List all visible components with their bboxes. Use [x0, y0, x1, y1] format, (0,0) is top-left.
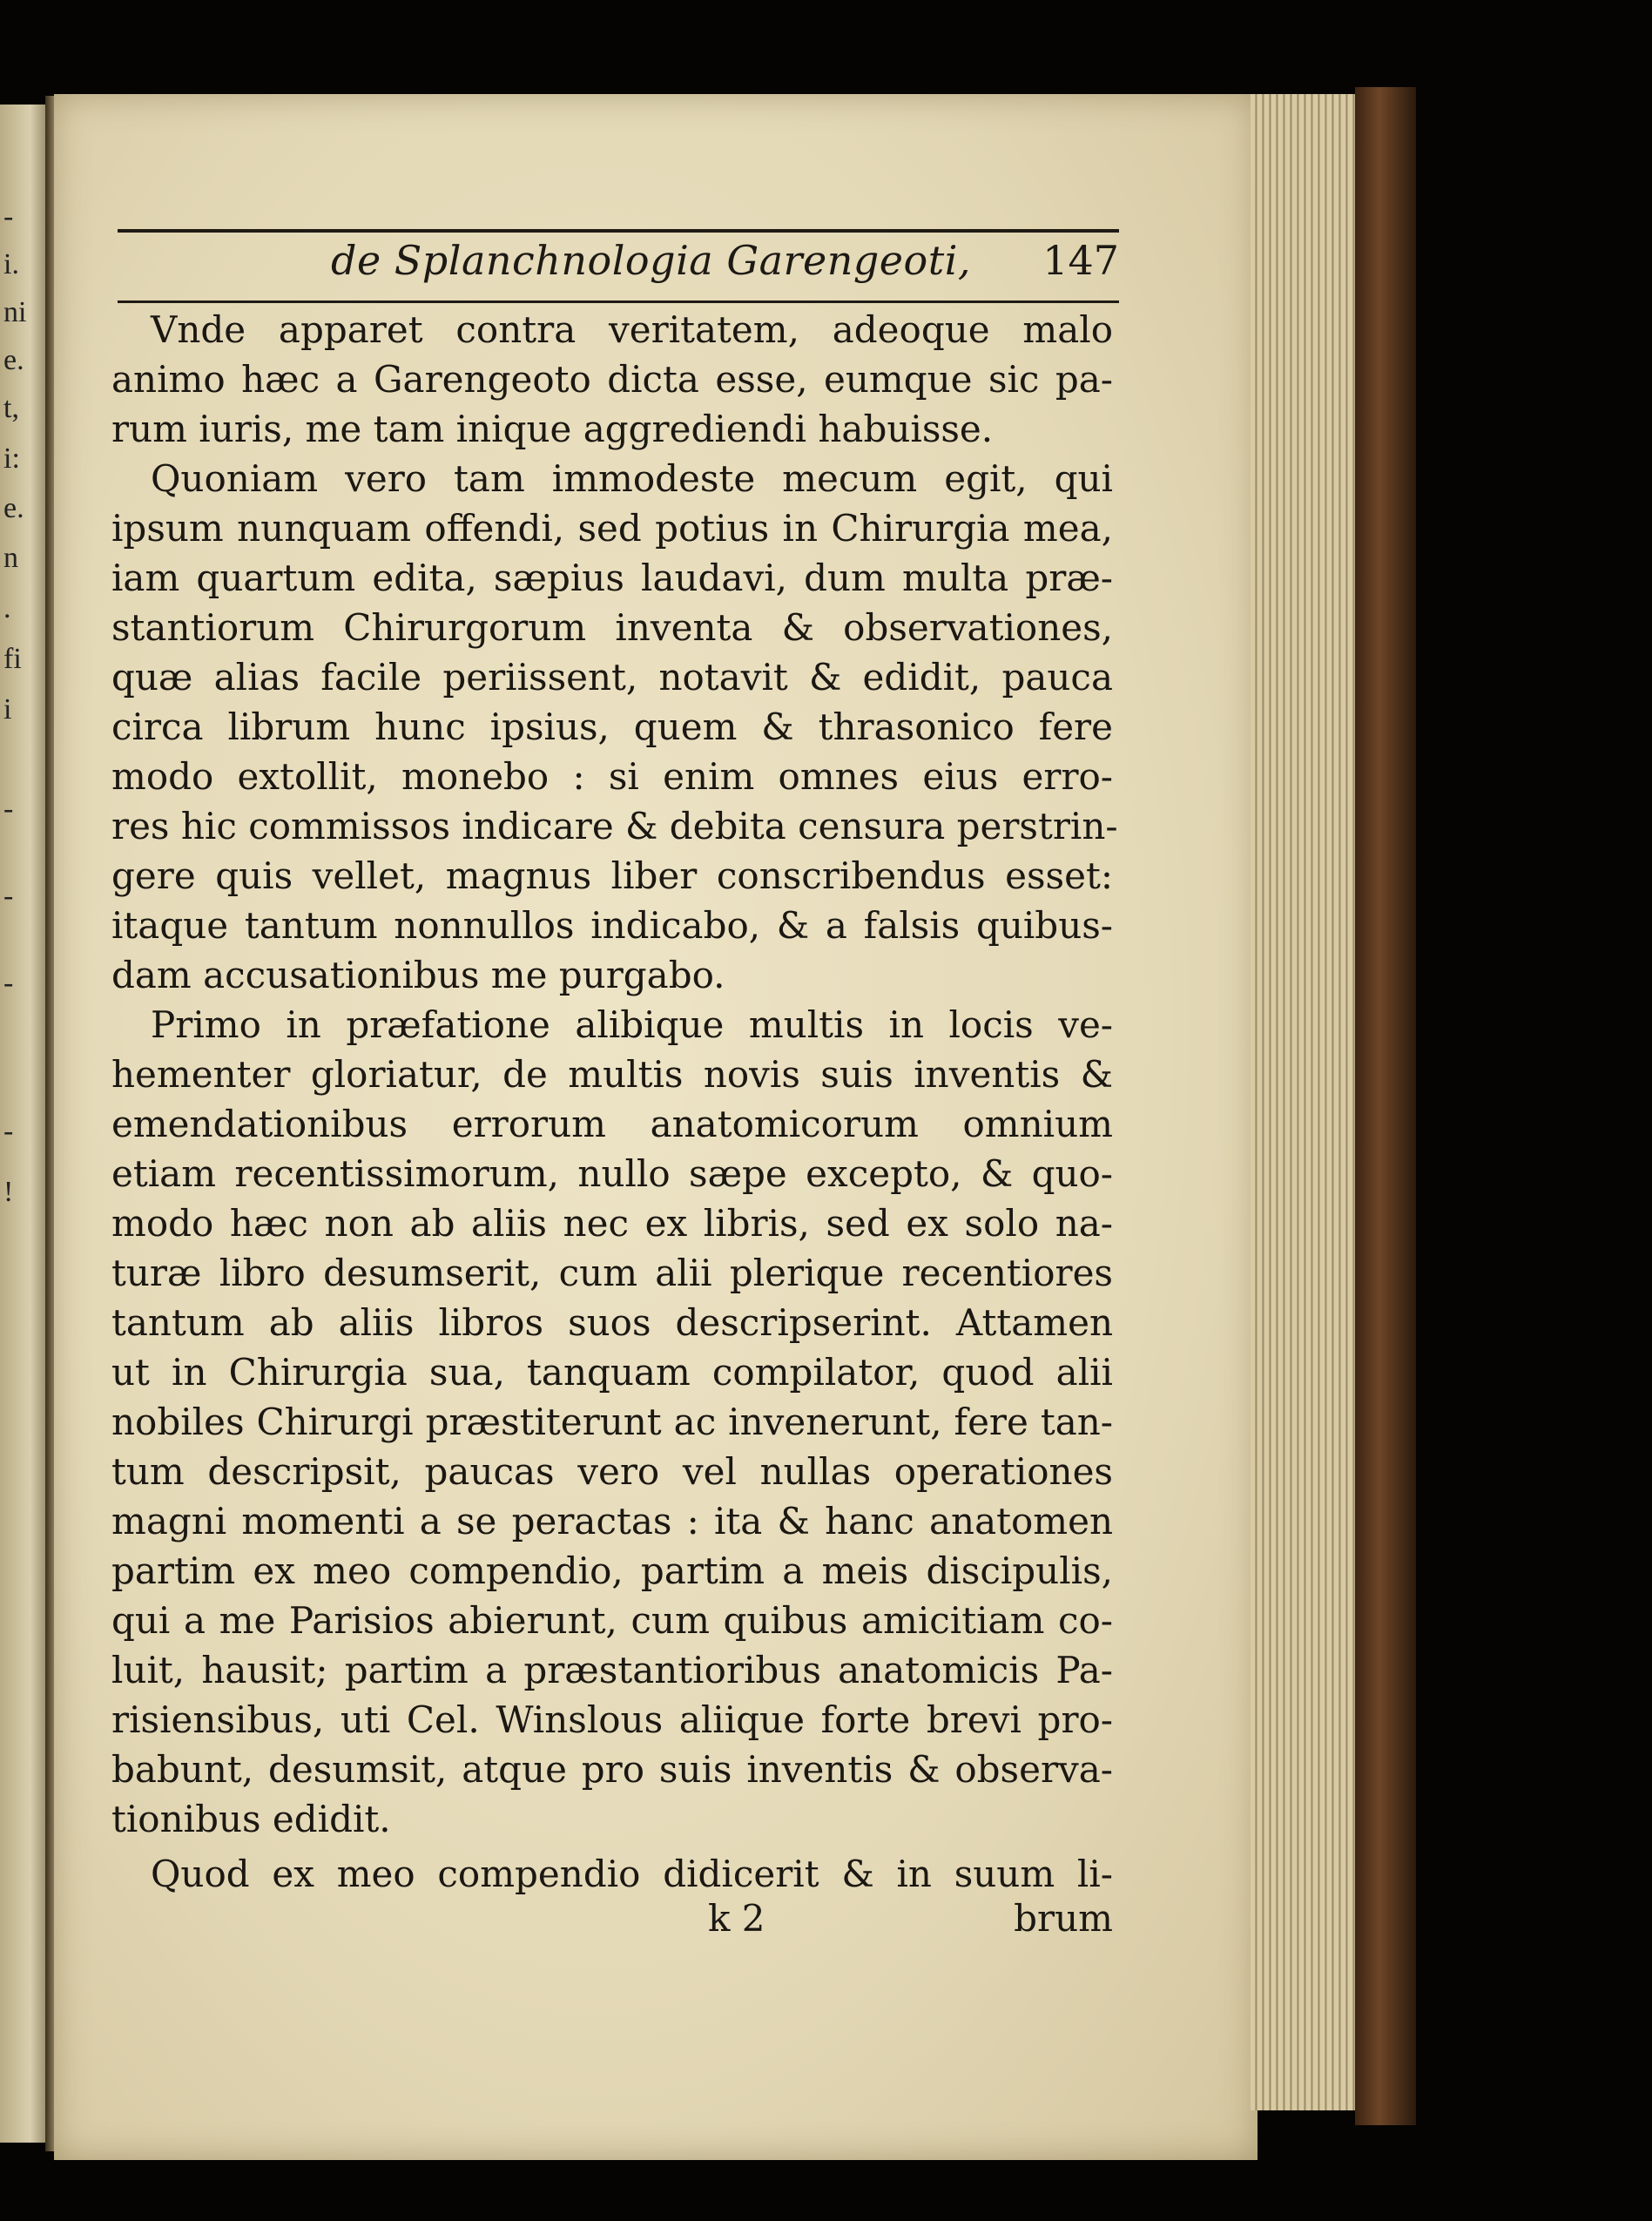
text-line: magni momenti a se peractas : ita & hanc anatomen — [111, 1500, 1113, 1543]
left-fragment: ! — [3, 1176, 14, 1208]
text-line: Primo in præfatione alibique multis in locis ve- — [151, 1003, 1113, 1046]
left-fragment: ni — [3, 296, 27, 328]
left-fragment: - — [3, 880, 14, 912]
text-line: emendationibus errorum anatomicorum omnium — [111, 1103, 1113, 1145]
text-line: res hic commissos indicare & debita censura perstrin- — [111, 805, 1118, 847]
left-fragment: - — [3, 967, 14, 999]
left-fragment: i. — [3, 248, 19, 280]
left-fragment: - — [3, 793, 14, 825]
text-line: turæ libro desumserit, cum alii plerique recentiores — [111, 1252, 1113, 1294]
header-bottom-rule — [118, 300, 1119, 303]
text-line: Quod ex meo compendio didicerit & in suum li- — [151, 1853, 1113, 1895]
text-line: gere quis vellet, magnus liber conscribendus esset: — [111, 854, 1113, 897]
running-head — [118, 237, 1119, 298]
text-line: luit, hausit; partim a præstantioribus anatomicis Pa- — [111, 1649, 1113, 1691]
text-line: itaque tantum nonnullos indicabo, & a falsis quibus- — [111, 904, 1113, 947]
running-title: de Splanchnologia Garengeoti, — [331, 237, 972, 284]
text-line: tionibus edidit. — [111, 1798, 391, 1840]
text-line: nobiles Chirurgi præstiterunt ac invenerunt, fere tan- — [111, 1401, 1113, 1443]
body-text — [111, 305, 1118, 1899]
page-edges — [1251, 94, 1363, 2110]
left-fragment: . — [3, 592, 11, 624]
text-line: Quoniam vero tam immodeste mecum egit, qui — [151, 457, 1113, 500]
text-line: dam accusationibus me purgabo. — [111, 954, 725, 996]
text-line: animo hæc a Garengeoto dicta esse, eumque sic pa- — [111, 358, 1113, 401]
signature-mark: k 2 — [708, 1897, 765, 1940]
text-line: tum descripsit, paucas vero vel nullas operationes — [111, 1450, 1113, 1493]
catchword: brum — [1014, 1897, 1113, 1940]
text-line: circa librum hunc ipsius, quem & thrasonico fere — [111, 705, 1113, 748]
left-fragment: fi — [3, 643, 22, 675]
text-line: stantiorum Chirurgorum inventa & observationes, — [111, 606, 1113, 649]
text-line: modo extollit, monebo : si enim omnes eius erro- — [111, 755, 1113, 798]
text-line: ipsum nunquam offendi, sed potius in Chirurgia mea, — [111, 507, 1113, 550]
left-fragment: n — [3, 542, 18, 574]
left-fragment: e. — [3, 344, 24, 376]
text-line: partim ex meo compendio, partim a meis discipulis, — [111, 1549, 1113, 1592]
header-top-rule — [118, 229, 1119, 233]
left-fragment: - — [3, 200, 14, 233]
text-line: rum iuris, me tam inique aggrediendi habuisse. — [111, 408, 994, 450]
left-fragment: - — [3, 1115, 14, 1147]
text-line: modo hæc non ab aliis nec ex libris, sed ex solo na- — [111, 1202, 1113, 1245]
book-cover-edge — [1355, 87, 1416, 2125]
text-line: quæ alias facile periissent, notavit & edidit, pauca — [111, 656, 1113, 699]
left-fragment: e. — [3, 492, 24, 524]
text-line: ut in Chirurgia sua, tanquam compilator, quod alii — [111, 1351, 1113, 1394]
text-line: tantum ab aliis libros suos descripserint. Attamen — [111, 1301, 1113, 1344]
page-number: 147 — [1042, 237, 1119, 284]
text-line: etiam recentissimorum, nullo sæpe excepto, & quo- — [111, 1152, 1113, 1195]
text-line: hementer gloriatur, de multis novis suis inventis & — [111, 1053, 1113, 1096]
text-line: iam quartum edita, sæpius laudavi, dum multa præ- — [111, 557, 1113, 599]
text-line: risiensibus, uti Cel. Winslous aliique forte brevi pro- — [111, 1698, 1113, 1741]
text-line: qui a me Parisios abierunt, cum quibus amicitiam co- — [111, 1599, 1113, 1642]
left-fragment: t, — [3, 392, 19, 424]
text-line: babunt, desumsit, atque pro suis inventis & observa- — [111, 1748, 1113, 1791]
left-fragment: i — [3, 693, 12, 726]
page-footer — [111, 1897, 1113, 1947]
left-fragment: i: — [3, 442, 20, 475]
text-line: Vnde apparet contra veritatem, adeoque malo — [151, 308, 1113, 351]
